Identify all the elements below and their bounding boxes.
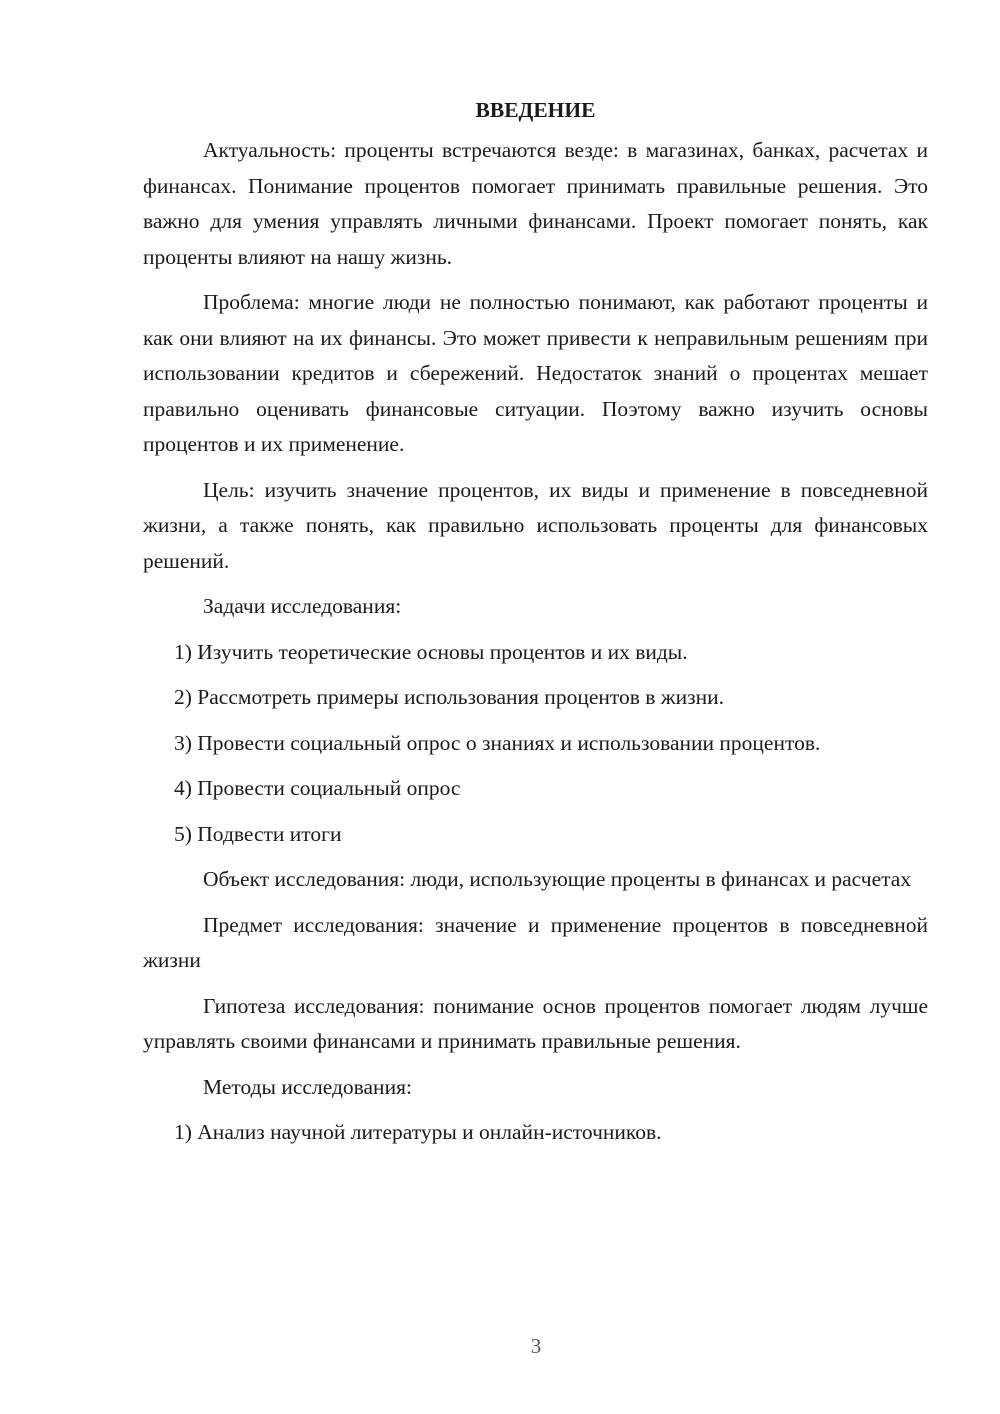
task-item-5: 5) Подвести итоги <box>174 821 342 846</box>
page-body <box>143 96 928 1161</box>
relevance-paragraph: Актуальность: проценты встречаются везде: в магазинах, банках, расчетах и финансах. Понимание процентов помогает принимать правильные решения. Это важно для умения управлять личными финансами. Проект помогает понять, как проценты влияют на нашу жизнь. <box>143 138 928 269</box>
page-number: 3 <box>530 1334 542 1358</box>
methods-list <box>143 1115 928 1151</box>
subject-paragraph: Предмет исследования: значение и применение процентов в повседневной жизни <box>143 912 928 972</box>
task-item-1: 1) Изучить теоретические основы процентов и их виды. <box>174 639 688 664</box>
tasks-heading: Задачи исследования: <box>203 594 402 618</box>
method-item-1: 1) Анализ научной литературы и онлайн-источников. <box>174 1120 662 1144</box>
section-title: ВВЕДЕНИЕ <box>475 98 596 122</box>
object-paragraph: Объект исследования: люди, использующие проценты в финансах и расчетах <box>203 867 912 891</box>
problem-paragraph: Проблема: многие люди не полностью понимают, как работают проценты и как они влияют на их финансы. Это может привести к неправильным решениям при использовании кредитов и сбережений. Недостаток знаний о процентах мешает правильно оценивать финансовые ситуации. Поэтому важно изучить основы процентов и их применение. <box>143 290 928 456</box>
hypothesis-paragraph: Гипотеза исследования: понимание основ процентов помогает людям лучше управлять своими финансами и принимать правильные решения. <box>143 993 928 1053</box>
tasks-list <box>143 635 928 853</box>
methods-heading: Методы исследования: <box>203 1074 412 1099</box>
task-item-3: 3) Провести социальный опрос о знаниях и использовании процентов. <box>174 730 821 755</box>
goal-paragraph: Цель: изучить значение процентов, их виды и применение в повседневной жизни, а также понять, как правильно использовать проценты для финансовых решений. <box>143 477 928 573</box>
task-item-2: 2) Рассмотреть примеры использования процентов в жизни. <box>174 685 725 709</box>
task-item-4: 4) Провести социальный опрос <box>174 776 461 800</box>
